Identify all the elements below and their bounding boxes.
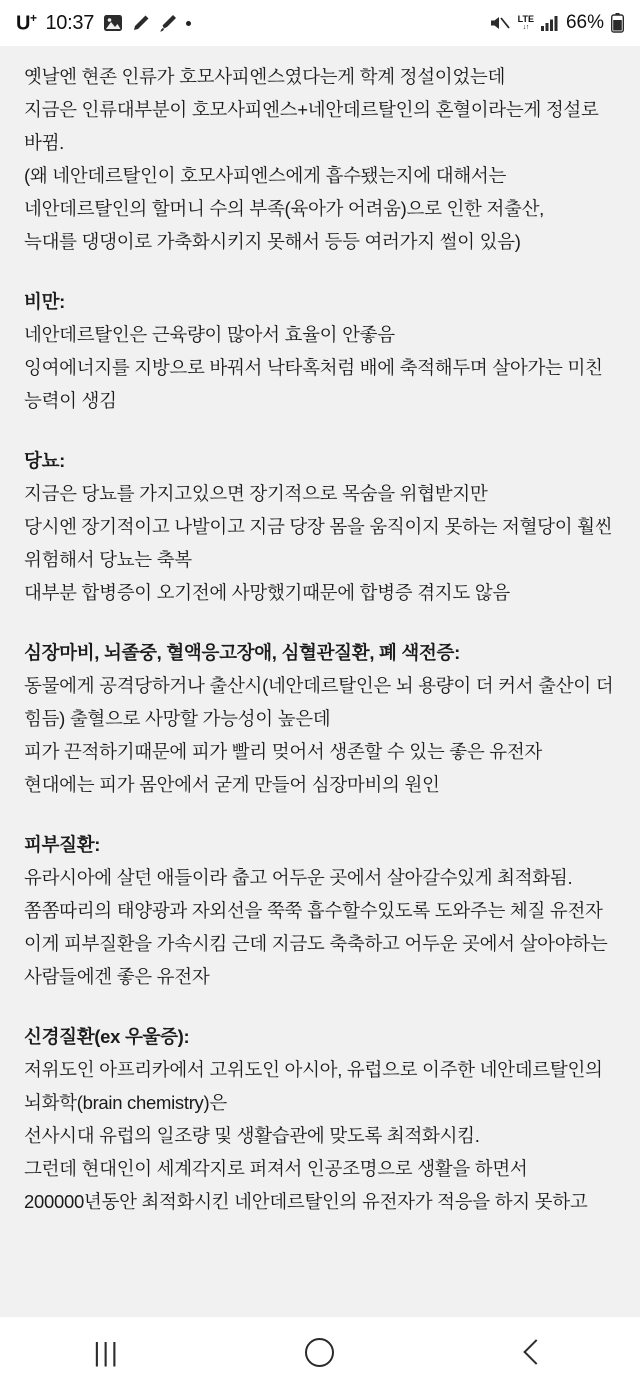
battery-label: 66% [565,12,604,33]
paragraph: 저위도인 아프리카에서 고위도인 아시아, 유럽으로 이주한 네안데르탈인의 뇌화학(brain chemistry)은 [24,1059,603,1113]
status-bar-left [16,11,489,36]
paragraph: 대부분 합병증이 오기전에 사망했기때문에 합병증 겪지도 않음 [24,582,510,603]
signal-icon [541,15,559,31]
paragraph: 지금은 인류대부분이 호모사피엔스+네안데르탈인의 혼혈이라는게 정설로 바뀜. [24,99,599,153]
paragraph: 늑대를 댕댕이로 가축화시키지 못해서 등등 여러가지 썰이 있음) [24,231,521,252]
battery-icon [611,13,624,33]
paragraph-spacer [24,801,616,828]
paragraph-spacer [24,258,616,285]
paragraph: 지금은 당뇨를 가지고있으면 장기적으로 목숨을 위협받지만 [24,483,488,504]
article-body [24,60,616,1218]
back-button[interactable] [473,1317,593,1387]
paragraph: 네안데르탈인은 근육량이 많아서 효율이 안좋음 [24,324,395,345]
article-content[interactable] [0,46,640,1317]
carrier-label: U+ [16,10,37,35]
status-bar-right [489,12,624,34]
section-heading: 비만: [24,291,66,312]
clock-label: 10:37 [45,11,95,34]
paragraph: (왜 네안데르탈인이 호모사피엔스에게 흡수됐는지에 대해서는 네안데르탈인의 할머니 수의 부족(육아가 어려움)으로 인한 저출산, [24,165,545,219]
home-icon [305,1338,334,1367]
section-heading: 심장마비, 뇌졸중, 혈액응고장애, 심혈관질환, 폐 색전증: [24,642,460,663]
mute-icon [489,14,511,32]
lte-icon: LTE ↓↑ [517,14,534,31]
recents-button[interactable] [47,1317,167,1387]
section-heading: 신경질환(ex 우울증): [24,1026,190,1047]
back-icon [524,1339,549,1364]
paragraph: 피가 끈적하기때문에 피가 빨리 멎어서 생존할 수 있는 좋은 유전자 [24,741,542,762]
paragraph: 옛날엔 현존 인류가 호모사피엔스였다는게 학계 정설이었는데 [24,66,506,87]
section-heading: 당뇨: [24,450,66,471]
paragraph-spacer [24,417,616,444]
paragraph: 그런데 현대인이 세계각지로 퍼져서 인공조명으로 생활을 하면서 [24,1158,528,1179]
paragraph: 이게 피부질환을 가속시킴 근데 지금도 축축하고 어두운 곳에서 살아야하는 사람들에겐 좋은 유전자 [24,933,608,987]
paragraph: 선사시대 유럽의 일조량 및 생활습관에 맞도록 최적화시킴. [24,1125,480,1146]
paragraph: 잉여에너지를 지방으로 바꿔서 낙타혹처럼 배에 축적해두며 살아가는 미친 능력이 생김 [24,357,603,411]
dot-icon [186,21,191,26]
paragraph: 당시엔 장기적이고 나발이고 지금 당장 몸을 움직이지 못하는 저혈당이 훨씬 위험해서 당뇨는 축복 [24,516,613,570]
paragraph: 200000년동안 최적화시킨 네안데르탈인의 유전자가 적응을 하지 못하고 [24,1191,588,1212]
paragraph: 유라시아에 살던 애들이라 춥고 어두운 곳에서 살아갈수있게 최적화됨. [24,867,573,888]
recents-icon: ||| [93,1336,120,1367]
photo-icon [103,14,123,32]
pen-icon [132,14,150,32]
paragraph-spacer [24,993,616,1020]
home-button[interactable] [260,1317,380,1387]
status-bar [0,0,640,46]
paragraph: 동물에게 공격당하거나 출산시(네안데르탈인은 뇌 용량이 더 커서 출산이 더 힘듬) 출혈으로 사망할 가능성이 높은데 [24,675,614,729]
paint-icon [159,14,177,32]
system-navigation-bar [0,1317,640,1387]
paragraph-spacer [24,609,616,636]
section-heading: 피부질환: [24,834,101,855]
paragraph: 쫌쫌따리의 태양광과 자외선을 쭉쭉 흡수할수있도록 도와주는 체질 유전자 [24,900,603,921]
paragraph: 현대에는 피가 몸안에서 굳게 만들어 심장마비의 원인 [24,774,440,795]
